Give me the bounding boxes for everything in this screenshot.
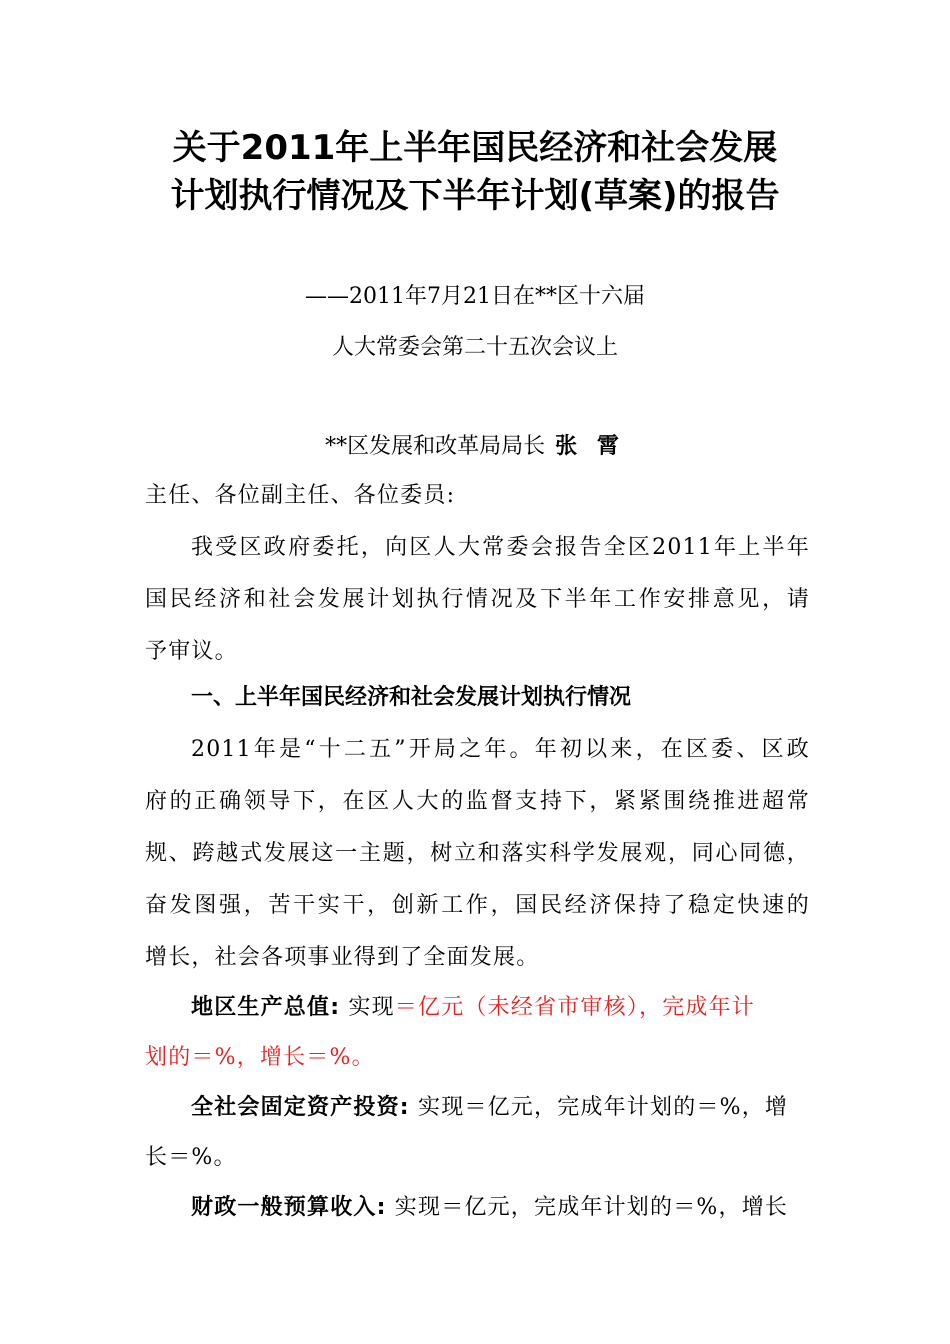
fixed-investment-text: 实现＝亿元，完成年计划的＝%，增 xyxy=(409,1095,789,1120)
fixed-investment-label: 全社会固定资产投资: xyxy=(191,1095,410,1120)
author-name: 张 霄 xyxy=(555,434,625,459)
fixed-investment-line-2: 长＝%。 xyxy=(145,1145,237,1170)
gdp-line-1 xyxy=(145,982,810,1034)
author-position: **区发展和改革局局长 xyxy=(325,434,546,459)
paragraph-1-line-1: 2011年是“十二五”开局之年。年初以来，在区委、区政 xyxy=(191,737,810,762)
subtitle-line-1: ——2011年7月21日在**区十六届 xyxy=(305,284,645,309)
gdp-line-2: 划的＝%，增长＝%。 xyxy=(145,1045,375,1070)
author-line xyxy=(0,432,950,462)
paragraph-1-line-2: 府的正确领导下，在区人大的监督支持下，紧紧围绕推进超常 xyxy=(145,789,810,814)
fiscal-revenue-text: 实现＝亿元，完成年计划的＝%，增长 xyxy=(386,1195,789,1220)
fiscal-revenue-label: 财政一般预算收入: xyxy=(191,1195,387,1220)
intro-line-2: 国民经济和社会发展计划执行情况及下半年工作安排意见，请 xyxy=(145,587,810,612)
gdp-prefix: 实现 xyxy=(340,995,395,1020)
salutation: 主任、各位副主任、各位委员: xyxy=(145,483,456,508)
report-title-line-2: 计划执行情况及下半年计划(草案)的报告 xyxy=(170,176,780,216)
intro-line-1: 我受区政府委托，向区人大常委会报告全区2011年上半年 xyxy=(191,535,810,560)
intro-line-3: 予审议。 xyxy=(145,639,238,664)
gdp-value-text: ＝亿元（未经省市审核），完成年计 xyxy=(394,995,755,1020)
paragraph-1-line-3: 规、跨越式发展这一主题，树立和落实科学发展观，同心同德， xyxy=(145,841,810,866)
fiscal-revenue-line-1 xyxy=(145,1182,810,1234)
gdp-label: 地区生产总值: xyxy=(191,995,341,1020)
report-title-line-1: 关于2011年上半年国民经济和社会发展 xyxy=(172,128,778,168)
subtitle-line-2: 人大常委会第二十五次会议上 xyxy=(331,335,618,360)
fixed-investment-line-1 xyxy=(145,1082,810,1134)
paragraph-1-line-5: 增长，社会各项事业得到了全面发展。 xyxy=(145,945,540,970)
paragraph-1-line-4: 奋发图强，苦干实干，创新工作，国民经济保持了稳定快速的 xyxy=(145,893,810,918)
section-1-heading: 一、上半年国民经济和社会发展计划执行情况 xyxy=(191,685,632,710)
